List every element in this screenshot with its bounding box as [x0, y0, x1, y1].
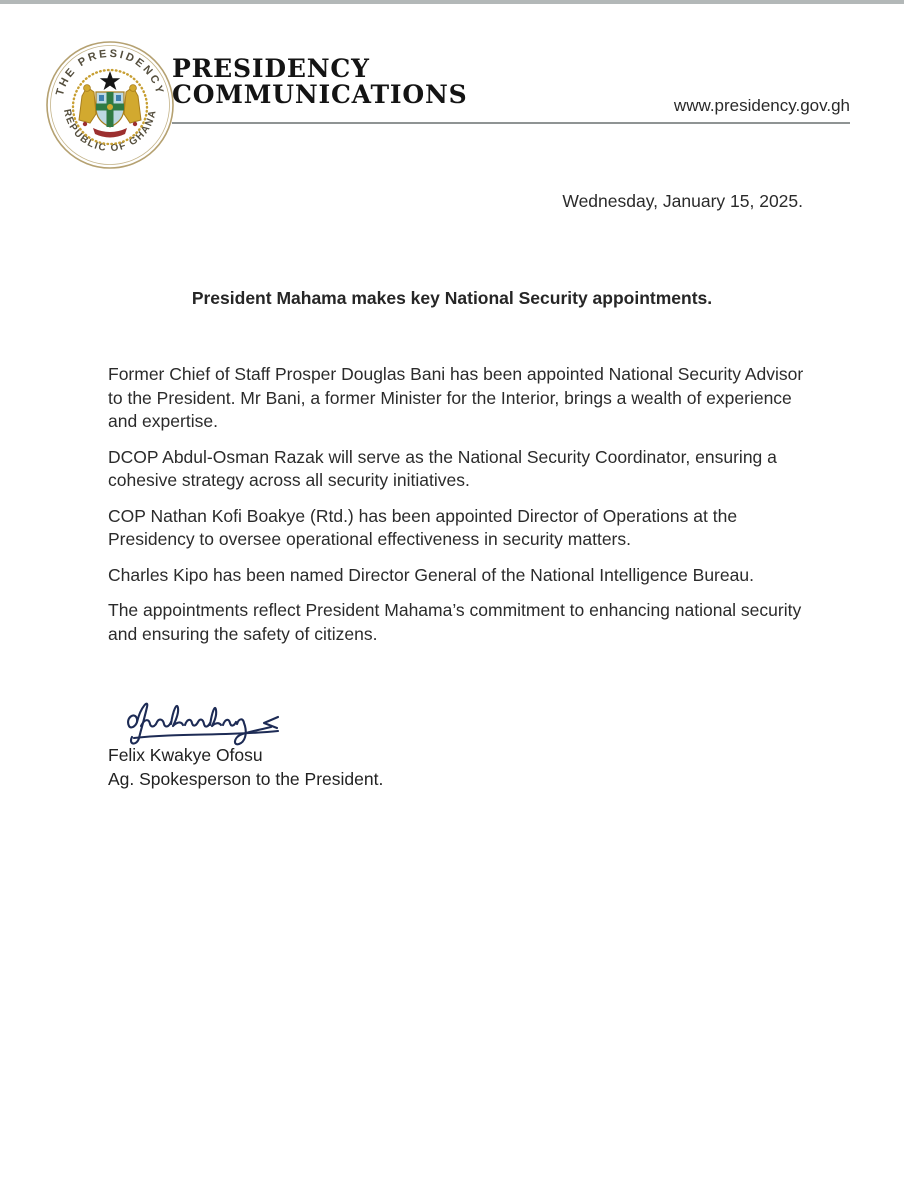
signatory-role: Ag. Spokesperson to the President. [108, 768, 384, 789]
document-body [108, 363, 808, 658]
scan-edge-artifact [0, 0, 904, 4]
shield-quarter-detail-1 [99, 95, 104, 101]
signatory-block [108, 744, 383, 791]
document-date: Wednesday, January 15, 2025. [562, 191, 803, 211]
eagle-left-head [84, 85, 91, 92]
body-paragraph: The appointments reflect President Mahama’s commitment to enhancing national security and ensuring the safety of citizens. [108, 600, 802, 644]
black-star [100, 71, 120, 90]
eagle-right-head [130, 85, 137, 92]
masthead-line1: PRESIDENCY [172, 54, 370, 83]
eagle-right [124, 87, 141, 123]
header-divider [172, 122, 850, 124]
eagle-right-foot [133, 122, 137, 126]
handwritten-signature [118, 694, 298, 749]
body-paragraph: Former Chief of Staff Prosper Douglas Bani has been appointed National Security Advisor to the President. Mr Bani, a former Minister for the Interior, brings a wealth of experience and expertise. [108, 364, 804, 431]
eagle-left-foot [83, 122, 87, 126]
coat-of-arms [79, 71, 141, 138]
eagle-left [79, 87, 96, 123]
body-paragraph: COP Nathan Kofi Boakye (Rtd.) has been appointed Director of Operations at the Presidency to oversee operational effectiveness in security matters. [108, 505, 738, 549]
seal-top-text: THE PRESIDENCY [53, 47, 167, 98]
masthead-line2: COMMUNICATIONS [172, 80, 468, 109]
presidency-seal [45, 40, 175, 170]
website-url: www.presidency.gov.gh [673, 96, 850, 115]
shield-quarter-detail-2 [116, 95, 121, 101]
document-title: President Mahama makes key National Security appointments. [191, 288, 713, 308]
masthead [172, 56, 467, 108]
body-paragraph: Charles Kipo has been named Director General of the National Intelligence Bureau. [108, 564, 754, 585]
shield-center-lion [107, 104, 113, 110]
banner-ribbon [93, 128, 127, 138]
seal-bottom-text: REPUBLIC OF GHANA [61, 108, 159, 155]
signatory-name: Felix Kwakye Ofosu [108, 745, 263, 765]
body-paragraph: DCOP Abdul-Osman Razak will serve as the National Security Coordinator, ensuring a cohesive strategy across all security initiatives. [108, 446, 777, 490]
